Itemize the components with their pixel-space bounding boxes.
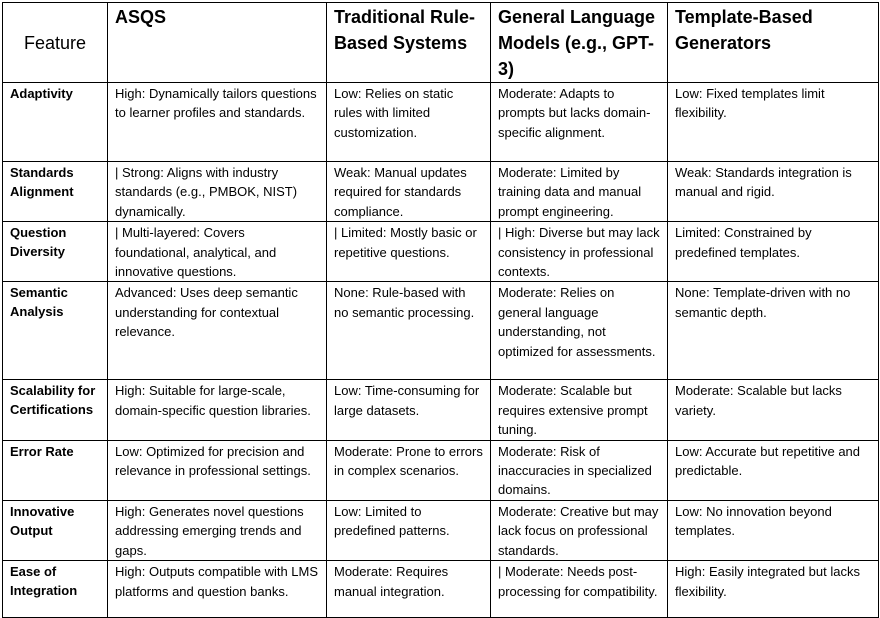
cell-asqs: Low: Optimized for precision and relevance in professional settings. — [108, 440, 327, 500]
cell-traditional: Moderate: Requires manual integration. — [327, 561, 491, 618]
header-template-based: Template-Based Generators — [668, 3, 879, 83]
cell-asqs: | Multi-layered: Covers foundational, analytical, and innovative questions. — [108, 222, 327, 282]
row-label: Scalability for Certifications — [3, 380, 108, 440]
header-general-language-models: General Language Models (e.g., GPT-3) — [491, 3, 668, 83]
cell-general-lm: Moderate: Risk of inaccuracies in specialized domains. — [491, 440, 668, 500]
cell-asqs: High: Generates novel questions addressing emerging trends and gaps. — [108, 500, 327, 560]
table-row — [3, 380, 879, 440]
table-row — [3, 83, 879, 162]
cell-template: Moderate: Scalable but lacks variety. — [668, 380, 879, 440]
cell-general-lm: Moderate: Adapts to prompts but lacks domain-specific alignment. — [491, 83, 668, 162]
table-row — [3, 282, 879, 380]
header-row — [3, 3, 879, 83]
row-label: Ease of Integration — [3, 561, 108, 618]
header-feature: Feature — [3, 3, 108, 83]
table-row — [3, 500, 879, 560]
cell-general-lm: Moderate: Scalable but requires extensive prompt tuning. — [491, 380, 668, 440]
cell-general-lm: Moderate: Creative but may lack focus on professional standards. — [491, 500, 668, 560]
cell-template: Low: No innovation beyond templates. — [668, 500, 879, 560]
cell-asqs: | Strong: Aligns with industry standards (e.g., PMBOK, NIST) dynamically. — [108, 162, 327, 222]
row-label: Question Diversity — [3, 222, 108, 282]
cell-template: Weak: Standards integration is manual and rigid. — [668, 162, 879, 222]
cell-general-lm: Moderate: Relies on general language understanding, not optimized for assessments. — [491, 282, 668, 380]
cell-template: High: Easily integrated but lacks flexibility. — [668, 561, 879, 618]
cell-traditional: Moderate: Prone to errors in complex scenarios. — [327, 440, 491, 500]
cell-traditional: Weak: Manual updates required for standards compliance. — [327, 162, 491, 222]
cell-traditional: | Limited: Mostly basic or repetitive questions. — [327, 222, 491, 282]
cell-general-lm: Moderate: Limited by training data and manual prompt engineering. — [491, 162, 668, 222]
cell-template: Low: Fixed templates limit flexibility. — [668, 83, 879, 162]
table-row — [3, 222, 879, 282]
cell-traditional: Low: Limited to predefined patterns. — [327, 500, 491, 560]
cell-general-lm: | Moderate: Needs post-processing for compatibility. — [491, 561, 668, 618]
comparison-table — [2, 2, 879, 618]
cell-general-lm: | High: Diverse but may lack consistency in professional contexts. — [491, 222, 668, 282]
row-label: Standards Alignment — [3, 162, 108, 222]
table-row — [3, 561, 879, 618]
cell-template: Limited: Constrained by predefined templates. — [668, 222, 879, 282]
row-label: Innovative Output — [3, 500, 108, 560]
cell-template: Low: Accurate but repetitive and predictable. — [668, 440, 879, 500]
cell-traditional: None: Rule-based with no semantic processing. — [327, 282, 491, 380]
header-traditional-rule-based: Traditional Rule-Based Systems — [327, 3, 491, 83]
row-label: Semantic Analysis — [3, 282, 108, 380]
cell-traditional: Low: Relies on static rules with limited customization. — [327, 83, 491, 162]
row-label: Adaptivity — [3, 83, 108, 162]
table-row — [3, 162, 879, 222]
cell-asqs: High: Suitable for large-scale, domain-specific question libraries. — [108, 380, 327, 440]
cell-asqs: Advanced: Uses deep semantic understanding for contextual relevance. — [108, 282, 327, 380]
cell-asqs: High: Dynamically tailors questions to learner profiles and standards. — [108, 83, 327, 162]
cell-asqs: High: Outputs compatible with LMS platforms and question banks. — [108, 561, 327, 618]
row-label: Error Rate — [3, 440, 108, 500]
table-row — [3, 440, 879, 500]
cell-traditional: Low: Time-consuming for large datasets. — [327, 380, 491, 440]
cell-template: None: Template-driven with no semantic depth. — [668, 282, 879, 380]
header-asqs: ASQS — [108, 3, 327, 83]
